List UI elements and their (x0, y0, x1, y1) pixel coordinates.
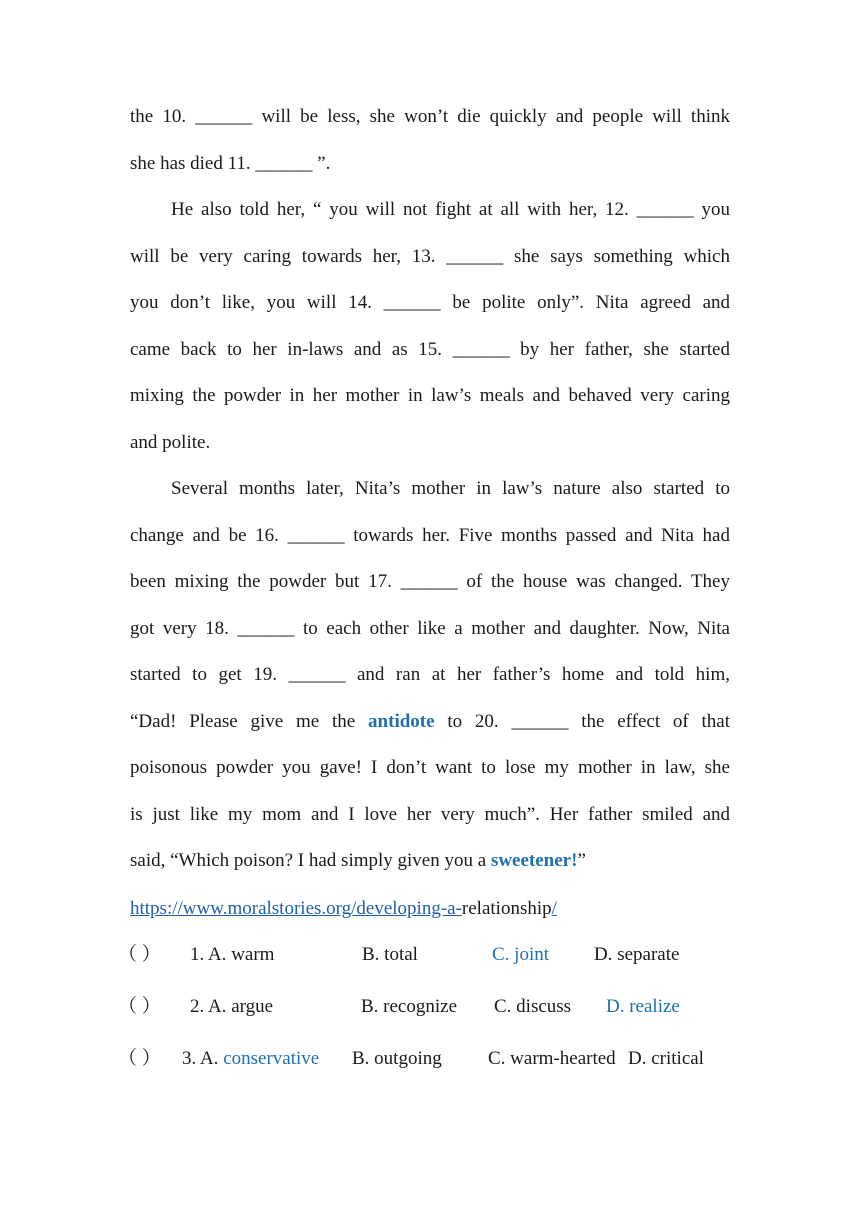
line-text: said, “Which poison? I had simply given you a (130, 850, 487, 871)
line-text: to 20. ______ the effect of that (447, 710, 731, 732)
option-c: C. discuss (494, 996, 572, 1017)
passage-line: the 10. ______ will be less, she won’t die quickly and people will think (130, 106, 730, 127)
line-text: ” (577, 850, 586, 871)
passage-line: you don’t like, you will 14. ______ be polite only”. Nita agreed and (130, 292, 730, 313)
passage-line: mixing the powder in her mother in law’s meals and behaved very caring (130, 385, 730, 406)
source-link-slash[interactable]: / (551, 897, 557, 919)
passage-line: been mixing the powder but 17. ______ of the house was changed. They (130, 571, 730, 592)
keyword-sweetener: sweetener! (490, 850, 578, 871)
passage-line: she has died 11. ______ ”. (130, 152, 331, 174)
line-text: “Dad! Please give me the (130, 710, 356, 732)
passage-line: is just like my mom and I love her very much”. Her father smiled and (130, 803, 730, 825)
option-d: D. critical (628, 1048, 704, 1069)
passage-line: and polite. (130, 431, 211, 453)
option-b: B. recognize (361, 996, 458, 1017)
option-c: C. warm-hearted (488, 1048, 616, 1069)
question-num-text: 3. A. (182, 1048, 224, 1069)
source-link[interactable]: https://www.moralstories.org/developing-a- (130, 897, 462, 919)
passage-line: will be very caring towards her, 13. ______ she says something which (130, 245, 730, 267)
question-number (182, 1044, 319, 1074)
option-d: D. separate (594, 944, 680, 965)
source-plain: relationship (461, 897, 552, 919)
question-num-text: 1. A. (190, 944, 232, 965)
passage-line: Several months later, Nita’s mother in law’s nature also started to (171, 478, 730, 499)
answer-bracket[interactable]: （ ） (118, 944, 161, 965)
answer-bracket[interactable]: （ ） (118, 1048, 161, 1069)
keyword-antidote: antidote (368, 710, 435, 732)
option-d: D. realize (606, 996, 680, 1017)
question-num-text: 2. A. (190, 996, 232, 1017)
option-c: C. joint (492, 944, 550, 965)
question-number (190, 992, 273, 1022)
passage-line (130, 838, 730, 885)
passage-line: started to get 19. ______ and ran at her father’s home and told him, (130, 664, 730, 685)
option-b: B. total (362, 944, 418, 965)
option-a: conservative (223, 1048, 320, 1069)
source-line (130, 885, 730, 933)
passage (130, 94, 730, 933)
passage-line: He also told her, “ you will not fight at all with her, 12. ______ you (171, 199, 730, 220)
option-a: warm (231, 944, 275, 965)
option-b: B. outgoing (352, 1048, 442, 1069)
answer-bracket[interactable]: （ ） (118, 996, 161, 1017)
question-number (190, 940, 274, 970)
passage-line: change and be 16. ______ towards her. Five months passed and Nita had (130, 524, 730, 546)
passage-line (130, 699, 730, 746)
passage-line: got very 18. ______ to each other like a mother and daughter. Now, Nita (130, 617, 730, 639)
option-a: argue (231, 996, 274, 1017)
passage-line: came back to her in-laws and as 15. ______ by her father, she started (130, 338, 730, 360)
passage-line: poisonous powder you gave! I don’t want to lose my mother in law, she (130, 757, 730, 778)
